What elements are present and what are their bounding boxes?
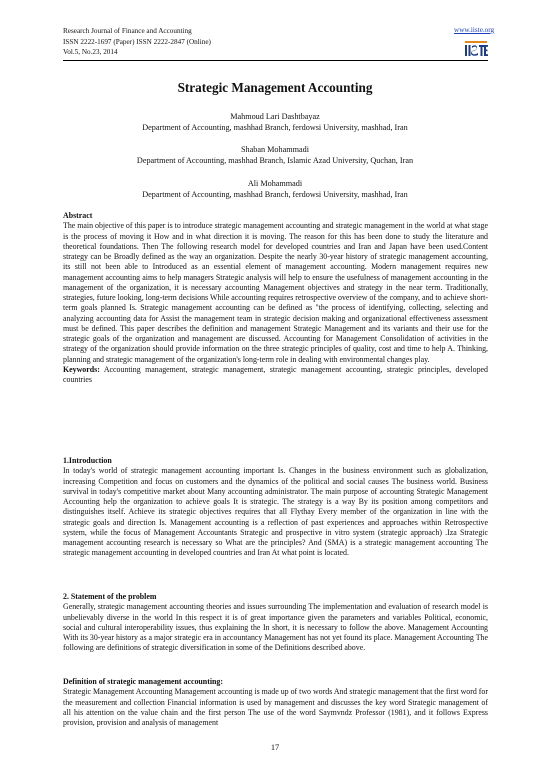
introduction-section bbox=[63, 456, 488, 559]
journal-name: Research Journal of Finance and Accounting bbox=[63, 27, 192, 35]
iiste-logo-icon bbox=[463, 38, 489, 58]
author-name: Mahmoud Lari Dashtbayaz bbox=[230, 112, 320, 121]
author-block-2 bbox=[0, 144, 550, 166]
author-affiliation: Department of Accounting, mashhad Branch, Islamic Azad University, Quchan, Iran bbox=[136, 156, 414, 165]
statement-section bbox=[63, 592, 488, 654]
statement-heading: 2. Statement of the problem bbox=[63, 592, 157, 601]
journal-url-link[interactable]: www.iiste.org bbox=[454, 26, 495, 34]
abstract-text: The main objective of this paper is to introduce strategic management accounting and strategic management in the world at what stage is the process of moving it How and in what direction it is moving. The reason for this has been done to study the literature and theoretical foundations. Then The following research model for developed countries and Iran and Japan have been used.Content strategy can be Broadly defined as the way an organization. Despite the nearly 30-year history of strategic management accounting, its still not been able to Introduced as an essential element of management accounting. Modern management requires new management accounting aims to help managers Strategic analysis will help to ensure the usefulness of management accounting in the management of the organization, it is necessary accounting Management objectives and strategy in the near term. Traditionally, strategies, future looking, long-term decisions While accounting requires retrospective overview of the company, and to achieve short-term goals planned Is. Strategic management accounting can be defined as "the process of identifying, collecting, selecting and analyzing accounting data for Assist the management team in strategic decision making and organizational effectiveness assessment must be defined. This paper describes the definition and management Strategic Management and its variants and their use for the strategic goals of the organization and management are discussed. Accounting for Management Consolidation of activities in the strategy of the organization should provide information on the three strategic principles of quality, cost and time to help A. Thinking, planning and strategic management of the organization's long-term role in dealing with environmental changes play. bbox=[63, 221, 488, 364]
journal-volume: Vol.5, No.23, 2014 bbox=[63, 48, 118, 56]
definition-section bbox=[63, 677, 488, 728]
abstract-heading: Abstract bbox=[63, 211, 93, 220]
paper-title: Strategic Management Accounting bbox=[177, 80, 373, 95]
author-block-3 bbox=[0, 178, 550, 200]
author-affiliation: Department of Accounting, mashhad Branch, ferdowsi University, mashhad, Iran bbox=[142, 190, 408, 199]
author-affiliation: Department of Accounting, mashhad Branch, ferdowsi University, mashhad, Iran bbox=[142, 123, 408, 132]
journal-issn: ISSN 2222-1697 (Paper) ISSN 2222-2847 (Online) bbox=[63, 37, 211, 46]
statement-text: Generally, strategic management accounting theories and issues surrounding The implementation and evaluation of research model is unbelievably diverse in the world In this respect it is of great importance given the parameters and variables Political, economic, social and cultural interoperability issues, thus explaining the In short, it is necessary to follow the above. Management Accounting With its 30-year history as a major strategic era in accountancy Management has not yet found its place. Management Accounting The following are definitions of strategic diversification in some of the Definitions described above. bbox=[63, 602, 488, 653]
keywords-line bbox=[63, 365, 488, 386]
page-number: 17 bbox=[270, 743, 280, 752]
author-name: Ali Mohammadi bbox=[247, 179, 303, 188]
header-divider bbox=[63, 60, 488, 61]
definition-heading: Definition of strategic management accounting: bbox=[63, 677, 223, 686]
keywords-label: Keywords: bbox=[63, 364, 100, 374]
introduction-heading: 1.Introduction bbox=[63, 456, 112, 465]
definition-text: Strategic Management Accounting Management accounting is made up of two words And strategic management that the first word for the measurement and collection Financial information is used by management and discusses the key word Strategic management of all his attention on the value chain and the first person The use of the word Saymvndz Professor (1981), and it follows Express provision, provision and analysis of management bbox=[63, 687, 488, 727]
author-block-1 bbox=[0, 111, 550, 133]
author-name: Shaban Mohammadi bbox=[241, 145, 309, 154]
abstract-section bbox=[63, 211, 488, 385]
journal-header bbox=[63, 26, 488, 58]
introduction-text: In today's world of strategic management accounting important Is. Changes in the business environment such as globalization, increasing Competition and focus on customers and the dynamics of the political and social causes The business world. Business survival in today's competitive market about Many accounting administrator. The main purpose of accounting Strategic Management Accounting help the organization to achieve goals It is strategic. The strategy is a way By its position among competitors and distinguishes itself. Achieve its strategic objectives requires that all Flythay Every member of the organization in line with the strategic goals and direction Is. Management accounting is a reflection of past experiences and approaches within Retrospective system, while the focus of Management Accountants Strategic and prospective in vitro system (strategic approach) .Iza Strategic management accounting research is necessary so What are the principles? And (SMA) is a strategic management accounting The strategic management accounting in developed countries and Iran At what point is located. bbox=[63, 466, 488, 558]
keywords-text: Accounting management, strategic management, strategic management accounting, strategic principles, developed countries bbox=[63, 364, 488, 384]
